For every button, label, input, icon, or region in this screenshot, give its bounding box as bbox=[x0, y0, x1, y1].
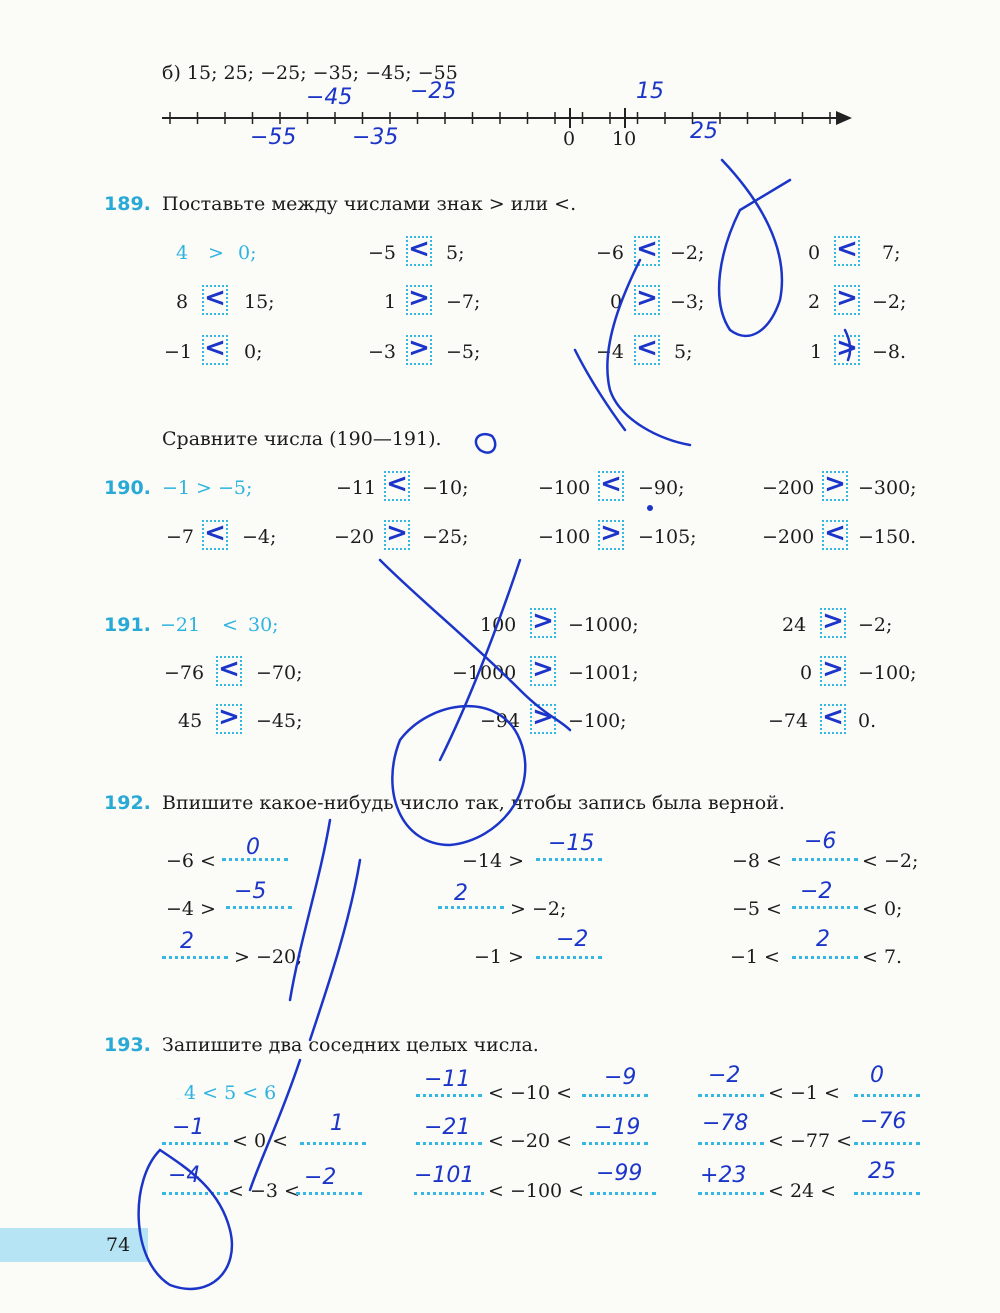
ex189-item3-answer: < bbox=[836, 234, 858, 264]
ex193-r1-mid1: < −10 < bbox=[488, 1082, 573, 1104]
ex189-item7-answer: > bbox=[836, 283, 858, 313]
ex189-ex-sign: > bbox=[208, 242, 224, 264]
ex193-title: Запишите два соседних целых числа. bbox=[162, 1034, 539, 1056]
ex192-r3b-answer: −2 bbox=[556, 927, 589, 952]
ex192-r2a-answer: −5 bbox=[234, 879, 267, 904]
ex190-item3-left: −200 bbox=[762, 477, 815, 499]
ex189-item11-answer: > bbox=[836, 333, 858, 363]
ex192-r2c-post: < 0; bbox=[862, 898, 903, 920]
ex193-r2-b0: 1 bbox=[330, 1111, 344, 1136]
compare-title: Сравните числа (190—191). bbox=[162, 428, 442, 450]
ex193-r3-a0: −4 bbox=[168, 1163, 201, 1188]
ex193-r1-b1: −9 bbox=[604, 1065, 637, 1090]
ex189-item2-answer: < bbox=[636, 234, 658, 264]
ex190-item4-answer: < bbox=[204, 518, 226, 548]
ex189-item8-left: −1 bbox=[164, 341, 193, 363]
hand-m45: −45 bbox=[306, 85, 353, 110]
ex189-item11-right: −8. bbox=[872, 341, 907, 363]
ex189-item3-left: 0 bbox=[808, 242, 821, 264]
ex190-item2-right: −90; bbox=[638, 477, 685, 499]
ex193-r2-b2: −76 bbox=[860, 1109, 907, 1134]
ex191-item5-left: 0 bbox=[800, 662, 813, 684]
ex190-item1-answer: < bbox=[386, 469, 408, 499]
ex191-item7-answer: > bbox=[532, 702, 554, 732]
ex190-item2-answer: < bbox=[600, 469, 622, 499]
ex191-item2-left: 24 bbox=[782, 614, 807, 636]
hand-p15: 15 bbox=[636, 79, 664, 104]
ex189-item1-answer: < bbox=[408, 234, 430, 264]
ex191-item2-answer: > bbox=[822, 606, 844, 636]
ex189-item9-right: −5; bbox=[446, 341, 481, 363]
ex190-item1-left: −11 bbox=[336, 477, 377, 499]
ex193-r1-mid2: < −1 < bbox=[768, 1082, 840, 1104]
ex190-item5-left: −20 bbox=[334, 526, 375, 548]
part-b-text: б) 15; 25; −25; −35; −45; −55 bbox=[162, 62, 458, 84]
hand-m35: −35 bbox=[352, 125, 399, 150]
ex191-item3-answer: < bbox=[218, 654, 240, 684]
page-number: 74 bbox=[106, 1234, 131, 1256]
ex189-item2-left: −6 bbox=[596, 242, 625, 264]
ex191-item5-answer: > bbox=[822, 654, 844, 684]
ex190-item4-right: −4; bbox=[242, 526, 277, 548]
ex189-item10-left: −4 bbox=[596, 341, 625, 363]
ex189-item6-answer: > bbox=[636, 283, 658, 313]
ex192-r3b-pre: −1 > bbox=[474, 946, 524, 968]
ex190-item7-right: −150. bbox=[858, 526, 917, 548]
ex191-item6-answer: > bbox=[218, 702, 240, 732]
ex190-item2-left: −100 bbox=[538, 477, 591, 499]
ex189-item1-left: −5 bbox=[368, 242, 397, 264]
ex191-ex-left: −21 bbox=[160, 614, 201, 636]
ex191-ex-right: 30; bbox=[248, 614, 279, 636]
ex193-r2-b1: −19 bbox=[594, 1115, 641, 1140]
ex192-r1c-post: < −2; bbox=[862, 850, 919, 872]
ex190-number: 190. bbox=[104, 477, 151, 499]
ex192-r3a-post: > −20; bbox=[234, 946, 303, 968]
ex189-item4-left: 8 bbox=[176, 291, 189, 313]
ex192-r1b-answer: −15 bbox=[548, 831, 595, 856]
ex193-number: 193. bbox=[104, 1034, 151, 1056]
ex189-item7-right: −2; bbox=[872, 291, 907, 313]
ex192-r3a-answer: 2 bbox=[180, 929, 194, 954]
ex191-item3-left: −76 bbox=[164, 662, 205, 684]
ex192-r2b-post: > −2; bbox=[510, 898, 567, 920]
ex193-r3-b0: −2 bbox=[304, 1165, 337, 1190]
ex190-item3-answer: > bbox=[824, 469, 846, 499]
ex189-item5-right: −7; bbox=[446, 291, 481, 313]
ex192-r3c-answer: 2 bbox=[816, 927, 830, 952]
ex191-item1-answer: > bbox=[532, 606, 554, 636]
hand-m25: −25 bbox=[410, 79, 457, 104]
ex193-r2-mid1: < −20 < bbox=[488, 1130, 573, 1152]
hand-p25: 25 bbox=[690, 119, 718, 144]
ex189-item9-answer: > bbox=[408, 333, 430, 363]
ex191-item7-left: −94 bbox=[480, 710, 521, 732]
ex191-item8-right: 0. bbox=[858, 710, 877, 732]
ex192-r3c-pre: −1 < bbox=[730, 946, 780, 968]
ex192-r2c-pre: −5 < bbox=[732, 898, 782, 920]
ex193-r3-a1: −101 bbox=[414, 1163, 475, 1188]
ex192-r2a-text: −4 > bbox=[166, 898, 216, 920]
ex192-r3c-post: < 7. bbox=[862, 946, 903, 968]
ex193-r3-mid0: < −3 < bbox=[228, 1180, 300, 1202]
ex191-item5-right: −100; bbox=[858, 662, 917, 684]
ex190-item4-left: −7 bbox=[166, 526, 195, 548]
ex191-item8-answer: < bbox=[822, 702, 844, 732]
ex191-item4-left: −1000 bbox=[452, 662, 517, 684]
ex190-example: −1 > −5; bbox=[162, 477, 253, 499]
ex189-item8-answer: < bbox=[204, 333, 226, 363]
ex189-ex-right: 0; bbox=[238, 242, 257, 264]
ex189-item10-answer: < bbox=[636, 333, 658, 363]
ex193-r1-b2: 0 bbox=[870, 1063, 884, 1088]
ex190-item6-right: −105; bbox=[638, 526, 697, 548]
ex191-item4-answer: > bbox=[532, 654, 554, 684]
ex189-item4-answer: < bbox=[204, 283, 226, 313]
ex189-item3-right: 7; bbox=[882, 242, 901, 264]
hand-m55: −55 bbox=[250, 125, 297, 150]
ex193-r2-mid0: < 0 < bbox=[232, 1130, 289, 1152]
ex193-r3-mid2: < 24 < bbox=[768, 1180, 837, 1202]
ex191-item6-left: 45 bbox=[178, 710, 203, 732]
ex191-item1-left: 100 bbox=[480, 614, 517, 636]
ex190-item3-right: −300; bbox=[858, 477, 917, 499]
ex189-ex-left: 4 bbox=[176, 242, 189, 264]
ex193-r3-mid1: < −100 < bbox=[488, 1180, 585, 1202]
ex189-item4-right: 15; bbox=[244, 291, 275, 313]
ex192-r1a-text: −6 < bbox=[166, 850, 216, 872]
ex191-item1-right: −1000; bbox=[568, 614, 639, 636]
ex189-item7-left: 2 bbox=[808, 291, 821, 313]
ex190-item6-answer: > bbox=[600, 518, 622, 548]
ex189-item5-left: 1 bbox=[384, 291, 397, 313]
ex191-item2-right: −2; bbox=[858, 614, 893, 636]
ex190-item1-right: −10; bbox=[422, 477, 469, 499]
ex191-item7-right: −100; bbox=[568, 710, 627, 732]
ex190-item5-right: −25; bbox=[422, 526, 469, 548]
ex192-number: 192. bbox=[104, 792, 151, 814]
ex193-r3-b2: 25 bbox=[868, 1159, 896, 1184]
ex190-item7-answer: < bbox=[824, 518, 846, 548]
ex192-r2b-answer: 2 bbox=[454, 881, 468, 906]
axis-zero: 0 bbox=[563, 128, 576, 150]
ex192-r1c-pre: −8 < bbox=[732, 850, 782, 872]
ex191-item8-left: −74 bbox=[768, 710, 809, 732]
ex189-item5-answer: > bbox=[408, 283, 430, 313]
ex189-item10-right: 5; bbox=[674, 341, 693, 363]
ex192-r2c-answer: −2 bbox=[800, 879, 833, 904]
ex191-item6-right: −45; bbox=[256, 710, 303, 732]
ex193-example: 4 < 5 < 6 bbox=[184, 1082, 277, 1104]
ex193-r3-b1: −99 bbox=[596, 1161, 643, 1186]
ex193-r1-a1: −11 bbox=[424, 1067, 471, 1092]
ex189-number: 189. bbox=[104, 193, 151, 215]
ex189-item11-left: 1 bbox=[810, 341, 823, 363]
ex193-r2-a0: −1 bbox=[172, 1115, 205, 1140]
ex191-item3-right: −70; bbox=[256, 662, 303, 684]
ex190-item5-answer: > bbox=[386, 518, 408, 548]
axis-ten: 10 bbox=[612, 128, 637, 150]
ex191-ex-sign: < bbox=[222, 614, 238, 636]
ex190-item6-left: −100 bbox=[538, 526, 591, 548]
ex192-r1a-answer: 0 bbox=[246, 835, 260, 860]
ex190-item7-left: −200 bbox=[762, 526, 815, 548]
ex192-title: Впишите какое-нибудь число так, чтобы запись была верной. bbox=[162, 792, 785, 814]
ex193-r3-a2: +23 bbox=[700, 1163, 747, 1188]
ex192-r1c-answer: −6 bbox=[804, 829, 837, 854]
ex189-title: Поставьте между числами знак > или <. bbox=[162, 193, 577, 215]
ex189-item6-right: −3; bbox=[670, 291, 705, 313]
ex192-r1b-text: −14 > bbox=[462, 850, 525, 872]
ex193-r1-a2: −2 bbox=[708, 1063, 741, 1088]
ex191-number: 191. bbox=[104, 614, 151, 636]
ex193-r2-a1: −21 bbox=[424, 1115, 471, 1140]
ex189-item9-left: −3 bbox=[368, 341, 397, 363]
ex189-item2-right: −2; bbox=[670, 242, 705, 264]
ex189-item8-right: 0; bbox=[244, 341, 263, 363]
ex193-r2-mid2: < −77 < bbox=[768, 1130, 853, 1152]
ex191-item4-right: −1001; bbox=[568, 662, 639, 684]
ex189-item6-left: 0 bbox=[610, 291, 623, 313]
ex189-item1-right: 5; bbox=[446, 242, 465, 264]
ex193-r2-a2: −78 bbox=[702, 1111, 749, 1136]
